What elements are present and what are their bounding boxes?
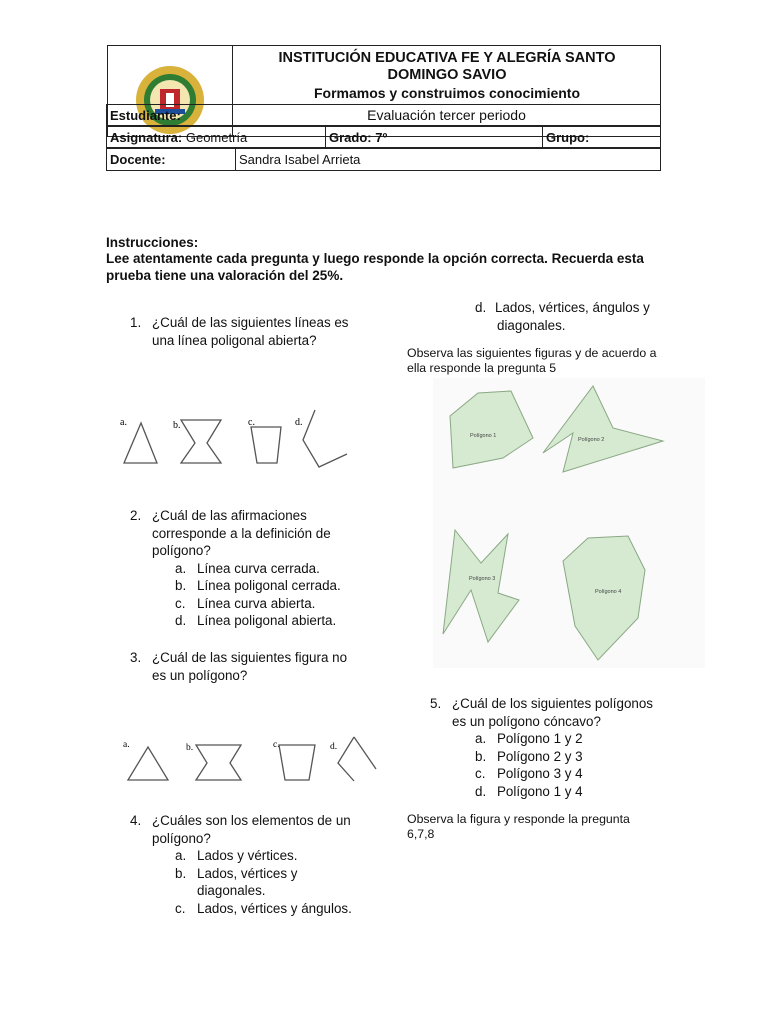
school-name-line2: DOMINGO SAVIO [387,67,507,83]
q1-fig-label-c: c. [248,417,255,428]
polygon-1-label: Polígono 1 [470,433,497,439]
question-3 [130,649,390,689]
q4-option-c[interactable]: c. Lados, vértices y ángulos. [175,900,352,916]
q5-line2: es un polígono cóncavo? [452,713,601,729]
q2-option-a[interactable]: a. Línea curva cerrada. [175,560,320,576]
question-2 [130,507,390,632]
group-label: Grupo: [546,129,590,145]
q3-fig-b-bowtie [196,745,241,780]
teacher-value: Sandra Isabel Arrieta [239,152,361,167]
q1-fig-c-trapezoid [251,427,281,463]
polygon-3-label: Polígono 3 [469,576,496,582]
q3-fig-label-d: d. [330,742,338,752]
student-label: Estudiante: [107,105,233,125]
q1-fig-label-d: d. [295,417,303,428]
q3-fig-d-open-line-2 [354,737,376,769]
q2-option-c[interactable]: c. Línea curva abierta. [175,595,316,611]
q2-option-d[interactable]: d. Línea poligonal abierta. [175,613,337,628]
q2-line1: ¿Cuál de las afirmaciones [152,508,307,523]
q3-fig-label-a: a. [123,740,130,750]
q2-line3: polígono? [152,543,211,558]
question-5 [430,695,700,805]
q1-line2: una línea poligonal abierta? [152,332,317,348]
observe-q678 [407,812,630,841]
subject-value: Geometría [185,129,248,145]
subject-label: Asignatura: [110,129,183,145]
observe-q678-line1: Observa la figura y responde la pregunta [407,812,630,826]
q3-line1: ¿Cuál de las siguientes figura no [152,650,348,665]
school-motto: Formamos y construimos conocimiento [313,85,581,101]
q4-number: 4. [130,813,142,828]
instructions-line1: Lee atentamente cada pregunta y luego responde la opción correcta. Recuerda esta [106,251,644,266]
q4-option-d[interactable]: d. Lados, vértices, ángulos y diagonales. [475,300,650,333]
grade-label: Grado: 7º [326,127,543,147]
q4-option-a[interactable]: a. Lados y vértices. [175,848,298,863]
q5-option-d[interactable]: d. Polígono 1 y 4 [475,783,583,799]
q1-fig-d-open-line [303,410,347,467]
polygon-figure [433,378,705,668]
observe-q5-line2: ella responde la pregunta 5 [407,360,557,375]
instructions-heading: Instrucciones: [106,235,199,250]
question-1 [130,314,390,354]
q5-line1: ¿Cuál de los siguientes polígonos [452,696,653,711]
q4-line1: ¿Cuáles son los elementos de un [152,813,351,828]
q4-line2: polígono? [152,830,211,846]
observe-q678-line2: 6,7,8 [407,826,435,841]
q4-option-b[interactable]: b. Lados, vértices y diagonales. [175,865,298,898]
q3-line2: es un polígono? [152,667,248,683]
q3-figures [118,735,388,795]
q5-number: 5. [430,696,442,711]
q5-option-b[interactable]: b. Polígono 2 y 3 [475,748,583,764]
q5-option-c[interactable]: c. Polígono 3 y 4 [475,766,583,781]
instructions-line2: prueba tiene una valoración del 25%. [106,268,344,283]
q2-line2: corresponde a la definición de [152,525,331,541]
polygon-2-label: Polígono 2 [578,437,605,443]
q5-option-a[interactable]: a. Polígono 1 y 2 [475,731,583,746]
teacher-label: Docente: [107,149,236,170]
q1-fig-a-triangle [124,423,157,463]
observe-q5-line1: Observa las siguientes figuras y de acuerdo a [407,346,657,360]
q3-fig-d-open-line [338,737,354,781]
evaluation-title: Evaluación tercer periodo [367,107,526,123]
q1-number: 1. [130,315,142,330]
student-row [106,104,661,126]
question-4 [130,812,400,922]
q3-fig-label-c: c. [273,740,280,750]
q1-fig-label-a: a. [120,417,127,428]
polygon-4-label: Polígono 4 [595,589,622,595]
q1-line1: ¿Cuál de las siguientes líneas es [152,315,349,330]
teacher-row [106,148,661,171]
subject-row [106,126,661,148]
q3-fig-a-triangle [128,747,168,780]
q1-fig-label-b: b. [173,420,181,431]
q2-option-b[interactable]: b. Línea poligonal cerrada. [175,578,341,593]
q1-fig-b-bowtie [181,420,221,463]
q3-number: 3. [130,650,142,665]
q2-number: 2. [130,508,142,523]
q3-fig-label-b: b. [186,743,194,753]
q1-figures [115,405,360,475]
observe-q5 [407,346,657,375]
q3-fig-c-trapezoid [279,745,315,780]
school-name-line1: INSTITUCIÓN EDUCATIVA FE Y ALEGRÍA SANTO [278,50,616,66]
